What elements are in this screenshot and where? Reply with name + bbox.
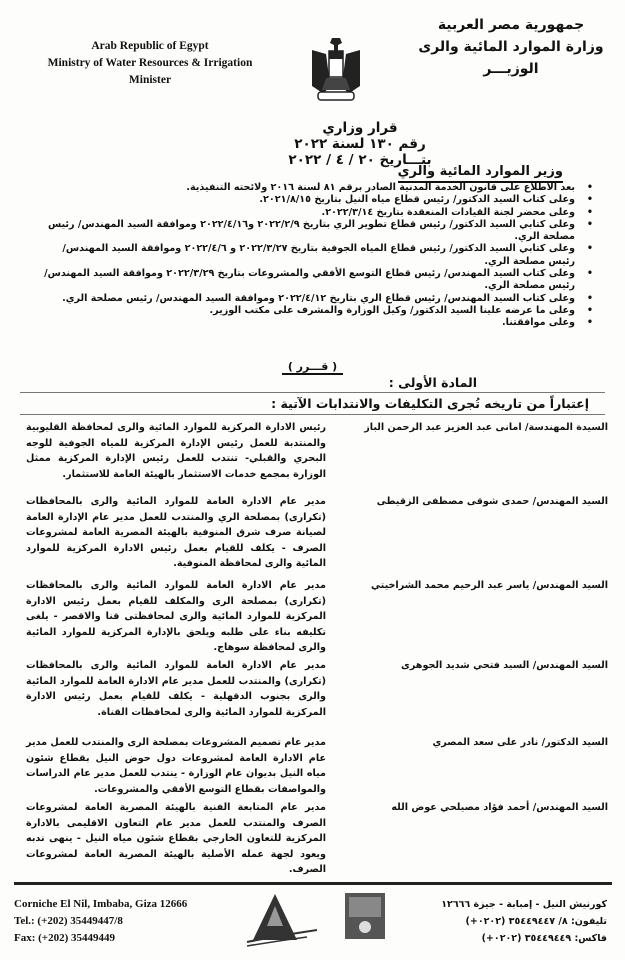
footer-fax-ar: فاكس: ٣٥٤٤٩٤٤٩ (٠٢٠٢+) — [481, 933, 607, 944]
assignment-row — [18, 735, 608, 797]
assignment-duty: مدير عام الادارة العامة للموارد المائية والرى بالمحافظات (تكرارى) بمصلحة الري والمنتدب للعمل مدير عام الإدارة العامة لصيانة صرف شرق المنوفية بالهيئة المصرية العامة لمشروعات الصرف - يكلف للقيام بعمل رئيس الادارة المركزية للموارد المائية والرى لمحافظة المنوفية. — [26, 496, 326, 570]
assignment-row — [18, 658, 608, 720]
assignment-duty: رئيس الادارة المركزية للموارد المائية والرى لمحافظة القليوبية والمنتدبة للعمل رئيس الإدارة المركزية للمياه الجوفية للوجه البحري والقبلي- تنتدب للعمل رئيس الإدارة المركزية ممثل الوزارة بمجمع خدمات الاستثمار بالهيئة العامة للاستثمار. — [26, 422, 326, 480]
decree-word — [0, 360, 625, 373]
preamble-item: • وعلى محضر لجنة القيادات المنعقدة بتاريخ ٢٠٢٢/٣/١٤. — [37, 207, 597, 219]
letterhead-country: Arab Republic of Egypt — [91, 40, 209, 52]
assignee-name: السيد المهندس/ السيد فتحي شديد الجوهرى — [401, 660, 608, 671]
footer-rule — [14, 882, 612, 885]
preamble-item: • وعلى كتابي السيد الدكتور/ رئيس قطاع تطوير الري بتاريخ ٢٠٢٢/٢/٩ و٢٠٢٢/٤/١٦ وموافقة السيد المهندس/ رئيس مصلحة الري. — [37, 219, 597, 244]
letterhead-ministry-ar: وزارة الموارد المائية والرى — [418, 39, 604, 55]
preamble-item: • وعلى كتاب السيد الدكتور/ رئيس قطاع مياه النيل بتاريخ ٢٠٢١/٨/١٥. — [37, 194, 597, 206]
assignment-duty: مدير عام الادارة العامة للموارد المائية والرى بالمحافظات (تكرارى) والمنتدب للعمل مدير عام الادارة العامة للموارد المائية والرى بجنوب الدقهلية - يكلف للقيام بعمل رئيس الادارة المركزية للموارد المائية والرى لمحافظات القناة. — [26, 660, 326, 718]
assignment-duty: مدير عام الادارة العامة للموارد المائية والرى بالمحافظات (تكرارى) بمصلحة الرى والمكلف للقيام بعمل رئيس الادارة المركزية للموارد المائية والرى لمحافظتى قنا والاقصر - يلغى تكليفه بناء على طلبه ويلحق بالإدارة المركزية للموارد المائية والرى لمحافظة سوهاج. — [26, 580, 326, 654]
assignment-row — [18, 800, 608, 878]
assignment-row — [18, 420, 608, 482]
assignee-name: السيد المهندس/ ياسر عبد الرحيم محمد الشراخيتي — [370, 580, 608, 591]
letterhead-ministry: Ministry of Water Resources & Irrigation — [47, 57, 253, 69]
arabic-letterhead — [411, 14, 611, 80]
preamble-item: • وعلى كتابي السيد الدكتور/ رئيس قطاع المياه الجوفية بتاريخ ٢٠٢٢/٣/٢٧ و ٢٠٢٢/٤/٦ وموافقة السيد المهندس/ رئيس مصلحة الري. — [37, 243, 597, 268]
letterhead-country-ar: جمهورية مصر العربية — [437, 17, 585, 33]
decree-number: رقم ١٣٠ لسنة ٢٠٢٢ — [294, 136, 426, 152]
preamble-item: • بعد الاطلاع على قانون الخدمة المدنية الصادر برقم ٨١ لسنة ٢٠١٦ ولائحته التنفيذية. — [37, 182, 597, 194]
divider — [20, 414, 605, 415]
article-heading: إعتباراً من تاريخه تُجرى التكليفات والانتدابات الآتية : — [271, 396, 589, 411]
decree-date: بتـــاريخ ٢٠ / ٤ / ٢٠٢٢ — [288, 152, 432, 168]
assignee-name: السيد الدكتور/ نادر على سعد المصري — [432, 737, 608, 748]
decree-type: قرار وزاري — [322, 120, 398, 136]
preamble-item: • وعلى كتاب السيد المهندس/ رئيس قطاع الري بتاريخ ٢٠٢٢/٤/١٢ وموافقة السيد المهندس/ رئيس مصلحة الري. — [37, 293, 597, 305]
pyramid-logo — [245, 892, 320, 948]
issuer: وزير الموارد المائية والري — [398, 163, 563, 183]
footer-fax: Fax: (+202) 35449449 — [14, 932, 115, 944]
divider — [20, 392, 605, 393]
egypt-eagle-emblem — [310, 34, 362, 106]
footer-address-ar: كورنيش النيل - إمبابة - جيزة ١٢٦٦٦ — [441, 899, 607, 910]
preamble-list — [37, 182, 597, 330]
footer-english — [14, 896, 187, 947]
english-letterhead — [40, 38, 260, 89]
letterhead-title-ar: الوزيـــر — [483, 61, 539, 77]
assignment-duty: مدير عام المتابعة الفنية بالهيئة المصرية العامة لمشروعات الصرف والمنتدب للعمل مدير عام التعاون الاقليمى بالادارة المركزية للتعاون الخارجي بقطاع شئون مياه النيل - ينهى ندبه ويعود لجهة عمله الأصلية بالهيئة المصرية العامة لمشروعات الصرف. — [26, 802, 326, 876]
assignment-duty: مدير عام تصميم المشروعات بمصلحة الرى والمنتدب للعمل مدير عام الادارة العامة لمشروعات دول حوض النيل بقطاع شئون مياه النيل بديوان عام الوزارة - ينتدب للعمل مدير عام الدراسات والمواصفات بقطاع التوسع الأفقي والمشروعات. — [26, 737, 326, 795]
footer-tel: Tel.: (+202) 35449447/8 — [14, 915, 123, 927]
footer-tel-ar: تليفون: ٨/ ٣٥٤٤٩٤٤٧ (٠٢٠٢+) — [465, 916, 607, 927]
assignee-name: السيد المهندس/ أحمد فؤاد مصيلحي عوض الله — [391, 802, 608, 813]
decree-title — [240, 120, 480, 168]
letterhead-title: Minister — [128, 74, 172, 86]
footer-address: Corniche El Nil, Imbaba, Giza 12666 — [14, 898, 188, 910]
preamble-item: • وعلى كتاب السيد المهندس/ رئيس قطاع التوسع الأفقي والمشروعات بتاريخ ٢٠٢٢/٣/٢٩ وموافقة السيد المهندس/ رئيس مصلحة الري. — [37, 268, 597, 293]
article-label: المادة الأولى : — [388, 375, 477, 390]
footer-arabic — [441, 896, 607, 947]
assignee-name: السيدة المهندسة/ امانى عبد العزيز عبد الرحمن الباز — [364, 422, 608, 433]
preamble-item: • وعلى موافقتنا. — [37, 317, 597, 329]
assignment-row — [18, 494, 608, 572]
assignee-name: السيد المهندس/ حمدى شوقى مصطفى الزقيطى — [376, 496, 608, 507]
preamble-item: • وعلى ما عرضه علينا السيد الدكتور/ وكيل الوزارة والمشرف على مكتب الوزير. — [37, 305, 597, 317]
assignment-row — [18, 578, 608, 656]
qr-stamp-icon — [345, 893, 385, 939]
decree-word-text: ( قـــرر ) — [282, 360, 343, 375]
